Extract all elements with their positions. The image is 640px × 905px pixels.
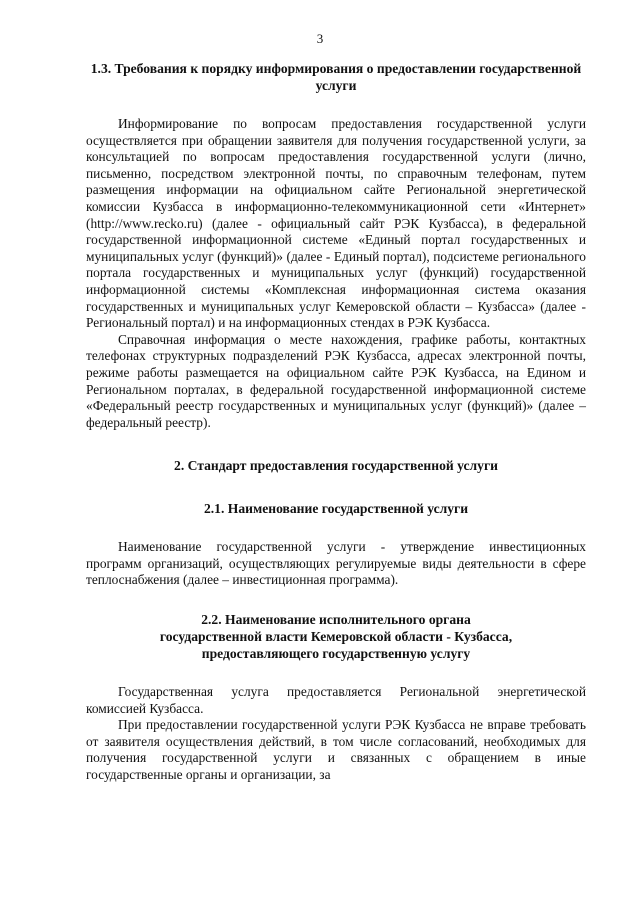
page-number: 3 <box>316 31 324 46</box>
section-2-2-heading-line-2: государственной власти Кемеровской области - Кузбасса, <box>159 629 513 645</box>
section-1-3-paragraph-1: Информирование по вопросам предоставления государственной услуги осуществляется при обращении заявителя для получения государственной услуги, за консультацией по вопросам предоставления государственной услуги (лично, письменно, посредством электронной почты, по справочным телефонам, путем размещения информации на официальном сайте Региональной энергетической комиссии Кузбасса в информационно-телекоммуникационной сети «Интернет» (http://www.recko.ru) (далее - официальный сайт РЭК Кузбасса), в федеральной государственной информационной системе «Единый портал государственных и муниципальных услуг (функций)» (далее - Единый портал), подсистеме регионального портала государственных и муниципальных услуг (функций) государственной информационной системы «Комплексная информационная система оказания государственных и муниципальных услуг Кемеровской области – Кузбасса» (далее - Региональный портал) и на информационных стендах в РЭК Кузбасса. <box>86 116 586 331</box>
section-2-2-heading-line-3: предоставляющего государственную услугу <box>201 646 471 662</box>
section-2-1-paragraph: Наименование государственной услуги - утверждение инвестиционных программ организаций, осуществляющих регулируемые виды деятельности в сфере теплоснабжения (далее – инвестиционная программа). <box>86 539 586 588</box>
section-1-3-heading: 1.3. Требования к порядку информирования о предоставлении государственной услуги <box>90 61 582 93</box>
section-2-2-paragraph-1: Государственная услуга предоставляется Региональной энергетической комиссией Кузбасса. <box>86 684 586 716</box>
section-2-2-paragraph-2: При предоставлении государственной услуги РЭК Кузбасса не вправе требовать от заявителя осуществления действий, в том числе согласований, необходимых для получения государственной услуги и связанных с обращением в иные государственные органы и организации, за <box>86 717 586 783</box>
section-2-1-heading: 2.1. Наименование государственной услуги <box>203 501 469 517</box>
document-body <box>86 60 586 784</box>
section-2-2-heading-line-1: 2.2. Наименование исполнительного органа <box>201 612 471 628</box>
section-1-3-paragraph-2: Справочная информация о месте нахождения, графике работы, контактных телефонах структурных подразделений РЭК Кузбасса, адресах электронной почты, режиме работы размещается на официальном сайте РЭК Кузбасса, на Едином и Региональном порталах, в федеральной государственной информационной системе «Федеральный реестр государственных и муниципальных услуг (функций)» (далее – федеральный реестр). <box>86 331 586 430</box>
section-2-heading: 2. Стандарт предоставления государственной услуги <box>174 458 498 474</box>
